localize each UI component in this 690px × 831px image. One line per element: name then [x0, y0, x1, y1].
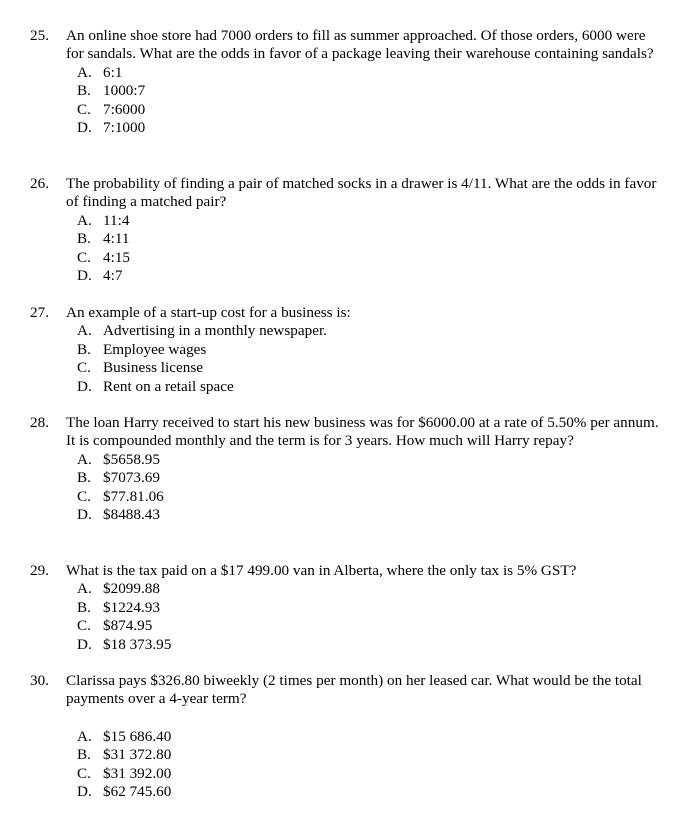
- question-number: 26.: [30, 175, 49, 192]
- option-c: [77, 488, 660, 506]
- option-text: 4:15: [103, 248, 131, 266]
- answer-options: [77, 64, 660, 138]
- option-letter: A.: [77, 580, 92, 598]
- option-text: Employee wages: [103, 340, 207, 358]
- question-text: The probability of finding a pair of matched socks in a drawer is 4/11. What are the odds in favor of finding a matched pair?: [66, 175, 657, 211]
- question-29: [30, 562, 660, 654]
- question-text: What is the tax paid on a $17 499.00 van in Alberta, where the only tax is 5% GST?: [66, 562, 577, 579]
- option-b: [77, 230, 660, 248]
- answer-options: [77, 212, 660, 286]
- option-d: [77, 378, 660, 396]
- option-d: [77, 636, 660, 654]
- option-text: 7:1000: [103, 118, 146, 136]
- option-a: [77, 322, 660, 340]
- option-a: [77, 451, 660, 469]
- option-text: $31 392.00: [103, 764, 172, 782]
- option-letter: C.: [77, 764, 91, 782]
- option-letter: A.: [77, 63, 92, 81]
- option-letter: D.: [77, 377, 92, 395]
- option-text: 11:4: [103, 211, 130, 229]
- option-d: [77, 119, 660, 137]
- option-b: [77, 341, 660, 359]
- option-letter: C.: [77, 248, 91, 266]
- question-text: An example of a start-up cost for a business is:: [66, 304, 351, 321]
- option-letter: B.: [77, 230, 91, 248]
- question-number: 28.: [30, 414, 49, 431]
- option-b: [77, 82, 660, 100]
- option-text: 4:7: [103, 266, 123, 284]
- option-text: Advertising in a monthly newspaper.: [103, 322, 327, 340]
- question-text: The loan Harry received to start his new business was for $6000.00 at a rate of 5.50% per annum. It is compounded monthly and the term is for 3 years. How much will Harry repay?: [66, 414, 659, 450]
- option-a: [77, 728, 660, 746]
- question-number: 30.: [30, 672, 49, 689]
- answer-options: [77, 451, 660, 525]
- option-text: $1224.93: [103, 598, 160, 616]
- option-text: 7:6000: [103, 100, 146, 118]
- question-number: 29.: [30, 562, 49, 579]
- option-c: [77, 359, 660, 377]
- option-letter: D.: [77, 505, 92, 523]
- option-d: [77, 267, 660, 285]
- option-b: [77, 469, 660, 487]
- option-c: [77, 765, 660, 783]
- question-number: 27.: [30, 304, 49, 321]
- answer-options: [77, 580, 660, 654]
- question-28: [30, 414, 660, 524]
- option-b: [77, 599, 660, 617]
- option-letter: C.: [77, 100, 91, 118]
- question-27: [30, 304, 660, 396]
- option-letter: B.: [77, 746, 91, 764]
- question-number: 25.: [30, 27, 49, 44]
- option-a: [77, 580, 660, 598]
- option-text: $18 373.95: [103, 635, 172, 653]
- answer-options: [77, 728, 660, 802]
- option-text: Business license: [103, 359, 203, 377]
- option-text: Rent on a retail space: [103, 377, 234, 395]
- option-letter: C.: [77, 487, 91, 505]
- option-letter: B.: [77, 82, 91, 100]
- option-letter: D.: [77, 782, 92, 800]
- option-letter: A.: [77, 450, 92, 468]
- option-d: [77, 506, 660, 524]
- option-letter: B.: [77, 598, 91, 616]
- option-letter: B.: [77, 469, 91, 487]
- option-c: [77, 101, 660, 119]
- option-text: $8488.43: [103, 505, 160, 523]
- question-30: [30, 672, 660, 801]
- option-letter: C.: [77, 359, 91, 377]
- option-a: [77, 64, 660, 82]
- question-text: An online shoe store had 7000 orders to fill as summer approached. Of those orders, 6000 were for sandals. What are the odds in favor of a package leaving their warehouse containing sandals?: [66, 27, 654, 63]
- option-c: [77, 249, 660, 267]
- option-d: [77, 783, 660, 801]
- option-letter: A.: [77, 211, 92, 229]
- option-letter: D.: [77, 266, 92, 284]
- option-text: $15 686.40: [103, 727, 172, 745]
- option-b: [77, 746, 660, 764]
- answer-options: [77, 322, 660, 396]
- option-text: $62 745.60: [103, 782, 172, 800]
- question-26: [30, 175, 660, 285]
- option-text: $31 372.80: [103, 746, 172, 764]
- option-letter: C.: [77, 617, 91, 635]
- option-a: [77, 212, 660, 230]
- option-letter: B.: [77, 340, 91, 358]
- option-text: $874.95: [103, 617, 153, 635]
- option-text: 1000:7: [103, 82, 146, 100]
- option-text: 6:1: [103, 63, 123, 81]
- option-letter: A.: [77, 727, 92, 745]
- option-text: $77.81.06: [103, 487, 164, 505]
- option-text: 4:11: [103, 230, 130, 248]
- option-text: $2099.88: [103, 580, 160, 598]
- option-letter: A.: [77, 322, 92, 340]
- option-text: $5658.95: [103, 450, 160, 468]
- question-text: Clarissa pays $326.80 biweekly (2 times per month) on her leased car. What would be the total payments over a 4-year term?: [66, 672, 642, 708]
- question-25: [30, 27, 660, 137]
- option-letter: D.: [77, 635, 92, 653]
- option-text: $7073.69: [103, 469, 160, 487]
- option-c: [77, 617, 660, 635]
- option-letter: D.: [77, 118, 92, 136]
